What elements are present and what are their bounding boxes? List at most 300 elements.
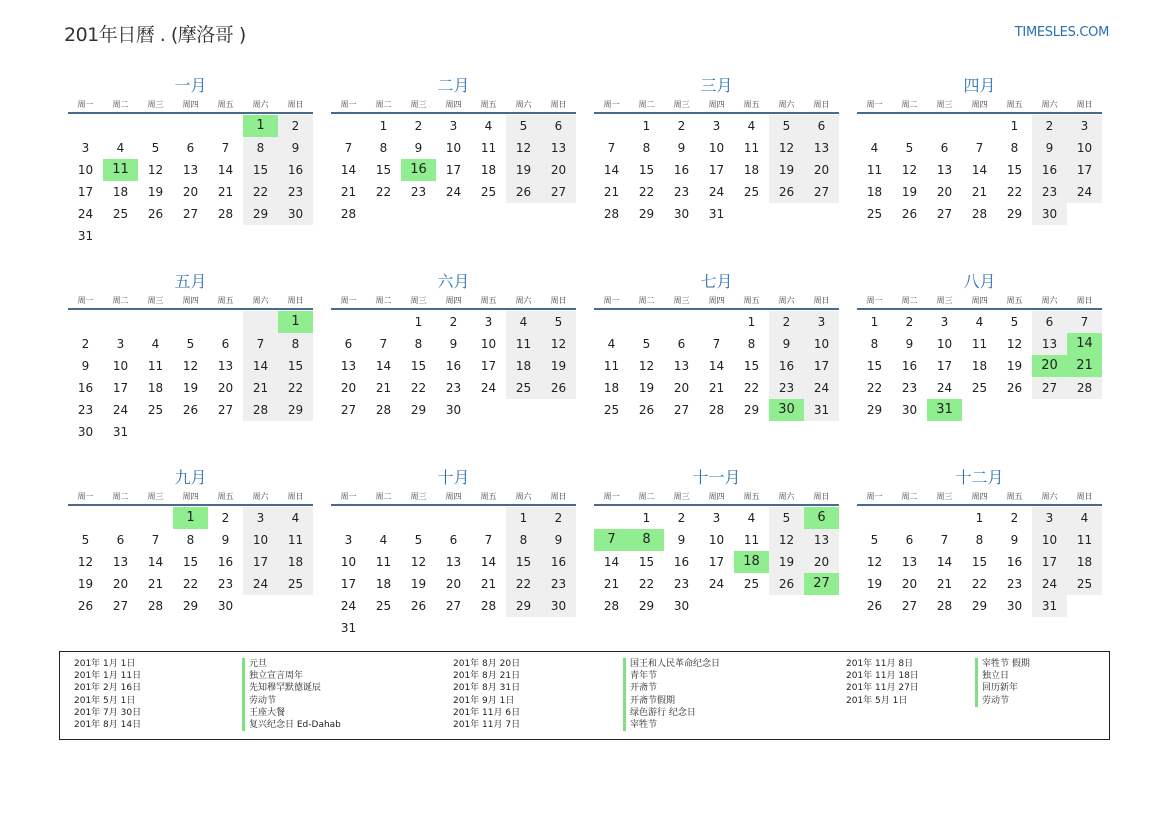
- day-cell: 19: [410, 577, 427, 591]
- weekday-label: 周日: [813, 492, 830, 501]
- page-title: 201年日曆 . (摩洛哥 ): [64, 24, 246, 46]
- empty-day-cell: [208, 115, 243, 137]
- day-cell: 3: [116, 337, 125, 351]
- holiday-name: 劳动节: [975, 695, 1030, 707]
- day-cell: 11: [375, 555, 392, 569]
- month-name: 一月: [174, 76, 207, 95]
- day-cell: 30: [901, 403, 918, 417]
- day-cell: 17: [708, 163, 725, 177]
- weekday-header: [68, 490, 313, 506]
- holiday-date: 201年 8月 20日: [453, 659, 521, 669]
- day-cell: 17: [243, 551, 278, 573]
- weekday-label: 周三: [410, 100, 427, 109]
- holiday-date: 201年 1月 1日: [74, 659, 136, 669]
- holiday-name: 回历新年: [975, 682, 1030, 694]
- day-cell: 20: [340, 381, 357, 395]
- empty-day-cell: [68, 507, 103, 529]
- empty-day-cell: [331, 507, 366, 529]
- day-cell: 7: [975, 141, 984, 155]
- weekday-header: [594, 490, 839, 506]
- day-grid: [857, 311, 1102, 421]
- day-cell: 14: [217, 163, 234, 177]
- day-cell: 9: [449, 337, 458, 351]
- holiday-name: 绿色游行 纪念日: [623, 707, 720, 719]
- day-cell: 18: [603, 381, 620, 395]
- weekday-label: 周日: [287, 492, 304, 501]
- weekday-header: [331, 294, 576, 310]
- day-cell: 30: [1006, 599, 1023, 613]
- day-cell: 14: [603, 555, 620, 569]
- day-cell: 28: [340, 207, 357, 221]
- day-cell: 25: [743, 185, 760, 199]
- day-grid: [594, 115, 839, 225]
- month-name: 十月: [437, 468, 470, 487]
- weekday-label: 周五: [743, 296, 760, 305]
- months-grid: [68, 74, 1103, 662]
- month-name: 八月: [963, 272, 996, 291]
- empty-day-cell: [699, 311, 734, 333]
- day-cell: 27: [936, 207, 953, 221]
- empty-day-cell: [173, 421, 208, 443]
- day-cell: 16: [77, 381, 94, 395]
- weekday-header: [857, 294, 1102, 310]
- month-calendar: [857, 74, 1102, 270]
- day-cell: 16: [541, 551, 576, 573]
- holiday-date: 201年 2月 16日: [74, 683, 142, 694]
- holiday-names-column-2: [623, 658, 720, 731]
- day-cell: 22: [410, 381, 427, 395]
- weekday-label: 周三: [936, 492, 953, 501]
- day-cell: 29: [243, 203, 278, 225]
- holiday-name: 独立日: [975, 670, 1030, 682]
- weekday-label: 周五: [1006, 296, 1023, 305]
- day-cell: 3: [712, 511, 721, 525]
- weekday-label: 周二: [375, 100, 392, 109]
- day-cell: 2: [81, 337, 90, 351]
- day-cell: 15: [638, 555, 655, 569]
- day-cell: 31: [340, 621, 357, 635]
- weekday-label: 周二: [638, 492, 655, 501]
- day-cell: 27: [217, 403, 234, 417]
- empty-day-cell: [699, 595, 734, 617]
- empty-day-cell: [68, 115, 103, 137]
- day-cell: 2: [677, 119, 686, 133]
- weekday-label: 周四: [182, 492, 199, 501]
- empty-day-cell: [436, 617, 471, 639]
- weekday-label: 周六: [252, 100, 269, 109]
- day-cell: 2: [541, 507, 576, 529]
- holiday-day-cell: 14: [1067, 333, 1102, 355]
- day-cell: 28: [375, 403, 392, 417]
- empty-day-cell: [471, 399, 506, 421]
- day-cell: 4: [278, 507, 313, 529]
- day-cell: 27: [340, 403, 357, 417]
- weekday-label: 周五: [1006, 492, 1023, 501]
- day-cell: 3: [940, 315, 949, 329]
- day-cell: 5: [642, 337, 651, 351]
- holiday-day-cell: 31: [927, 399, 962, 421]
- holiday-date: 201年 11月 18日: [846, 671, 919, 682]
- day-cell: 27: [673, 403, 690, 417]
- weekday-label: 周六: [515, 100, 532, 109]
- day-cell: 24: [708, 185, 725, 199]
- day-cell: 1: [642, 511, 651, 525]
- day-cell: 7: [379, 337, 388, 351]
- weekday-label: 周四: [971, 296, 988, 305]
- day-cell: 8: [278, 333, 313, 355]
- weekday-label: 周三: [147, 492, 164, 501]
- day-cell: 21: [340, 185, 357, 199]
- day-cell: 27: [541, 181, 576, 203]
- empty-day-cell: [366, 507, 401, 529]
- day-cell: 11: [743, 533, 760, 547]
- day-cell: 13: [182, 163, 199, 177]
- holiday-date: 201年 7月 30日: [74, 707, 142, 718]
- day-cell: 12: [866, 555, 883, 569]
- day-cell: 8: [186, 533, 195, 547]
- day-cell: 6: [221, 337, 230, 351]
- day-cell: 25: [375, 599, 392, 613]
- day-cell: 29: [182, 599, 199, 613]
- empty-day-cell: [436, 203, 471, 225]
- day-cell: 14: [243, 355, 278, 377]
- day-cell: 29: [743, 403, 760, 417]
- weekday-label: 周一: [340, 492, 357, 501]
- empty-day-cell: [68, 311, 103, 333]
- weekday-label: 周二: [901, 296, 918, 305]
- day-cell: 20: [804, 159, 839, 181]
- month-name: 十二月: [955, 468, 1004, 487]
- day-cell: 16: [673, 163, 690, 177]
- day-cell: 30: [77, 425, 94, 439]
- holiday-date: 201年 5月 1日: [846, 695, 908, 706]
- holiday-date: 201年 8月 31日: [453, 683, 521, 694]
- empty-day-cell: [103, 225, 138, 247]
- day-cell: 17: [480, 359, 497, 373]
- month-name: 三月: [700, 76, 733, 95]
- day-cell: 22: [638, 577, 655, 591]
- weekday-label: 周一: [603, 100, 620, 109]
- day-cell: 15: [410, 359, 427, 373]
- day-cell: 10: [708, 141, 725, 155]
- day-cell: 5: [870, 533, 879, 547]
- day-cell: 24: [480, 381, 497, 395]
- month-calendar: [857, 466, 1102, 662]
- day-cell: 13: [936, 163, 953, 177]
- day-cell: 12: [410, 555, 427, 569]
- empty-day-cell: [734, 595, 769, 617]
- empty-day-cell: [138, 311, 173, 333]
- day-cell: 5: [506, 115, 541, 137]
- empty-day-cell: [103, 311, 138, 333]
- day-cell: 20: [217, 381, 234, 395]
- day-cell: 16: [901, 359, 918, 373]
- day-cell: 5: [151, 141, 160, 155]
- day-cell: 29: [278, 399, 313, 421]
- day-cell: 29: [638, 207, 655, 221]
- brand-logo-text[interactable]: TIMESLES.COM: [1014, 25, 1109, 40]
- day-cell: 18: [506, 355, 541, 377]
- day-cell: 13: [541, 137, 576, 159]
- weekday-label: 周三: [410, 492, 427, 501]
- day-cell: 28: [971, 207, 988, 221]
- weekday-label: 周四: [445, 492, 462, 501]
- weekday-label: 周一: [866, 296, 883, 305]
- month-calendar: [594, 74, 839, 270]
- day-cell: 12: [1006, 337, 1023, 351]
- empty-day-cell: [401, 507, 436, 529]
- day-cell: 22: [375, 185, 392, 199]
- day-cell: 15: [866, 359, 883, 373]
- weekday-label: 周日: [1076, 296, 1093, 305]
- day-cell: 23: [541, 573, 576, 595]
- day-cell: 9: [677, 533, 686, 547]
- day-cell: 6: [940, 141, 949, 155]
- weekday-label: 周六: [252, 492, 269, 501]
- day-cell: 23: [673, 577, 690, 591]
- day-cell: 17: [77, 185, 94, 199]
- day-cell: 5: [1010, 315, 1019, 329]
- day-cell: 26: [769, 181, 804, 203]
- day-cell: 30: [673, 599, 690, 613]
- day-cell: 21: [480, 577, 497, 591]
- empty-day-cell: [331, 115, 366, 137]
- day-cell: 26: [638, 403, 655, 417]
- empty-day-cell: [173, 115, 208, 137]
- day-cell: 20: [936, 185, 953, 199]
- day-cell: 21: [603, 185, 620, 199]
- empty-day-cell: [1067, 399, 1102, 421]
- weekday-label: 周三: [673, 100, 690, 109]
- day-cell: 29: [410, 403, 427, 417]
- day-cell: 18: [480, 163, 497, 177]
- weekday-label: 周四: [445, 100, 462, 109]
- day-cell: 3: [449, 119, 458, 133]
- day-cell: 25: [743, 577, 760, 591]
- empty-day-cell: [804, 203, 839, 225]
- weekday-label: 周五: [217, 100, 234, 109]
- day-grid: [331, 311, 576, 421]
- weekday-label: 周四: [708, 100, 725, 109]
- weekday-label: 周一: [603, 492, 620, 501]
- weekday-label: 周五: [743, 100, 760, 109]
- day-cell: 30: [445, 403, 462, 417]
- day-cell: 25: [866, 207, 883, 221]
- holiday-name: 宰牲节 假期: [975, 658, 1030, 670]
- month-name: 二月: [437, 76, 470, 95]
- day-cell: 29: [638, 599, 655, 613]
- empty-day-cell: [103, 115, 138, 137]
- day-cell: 24: [804, 377, 839, 399]
- day-cell: 12: [769, 137, 804, 159]
- weekday-label: 周日: [287, 100, 304, 109]
- empty-day-cell: [804, 595, 839, 617]
- day-cell: 11: [278, 529, 313, 551]
- holiday-date: 201年 5月 1日: [74, 695, 136, 706]
- day-cell: 22: [1006, 185, 1023, 199]
- empty-day-cell: [857, 115, 892, 137]
- day-cell: 3: [1067, 115, 1102, 137]
- day-cell: 16: [673, 555, 690, 569]
- weekday-label: 周四: [182, 100, 199, 109]
- empty-day-cell: [1032, 399, 1067, 421]
- day-cell: 12: [506, 137, 541, 159]
- day-cell: 27: [445, 599, 462, 613]
- empty-day-cell: [769, 203, 804, 225]
- empty-day-cell: [857, 507, 892, 529]
- weekday-label: 周六: [778, 100, 795, 109]
- day-cell: 9: [541, 529, 576, 551]
- day-cell: 17: [804, 355, 839, 377]
- holiday-name: 先知穆罕默德诞辰: [242, 682, 341, 694]
- empty-day-cell: [927, 507, 962, 529]
- day-cell: 19: [901, 185, 918, 199]
- day-cell: 1: [642, 119, 651, 133]
- day-cell: 6: [186, 141, 195, 155]
- weekday-label: 周二: [901, 100, 918, 109]
- day-cell: 15: [182, 555, 199, 569]
- weekday-label: 周日: [1076, 100, 1093, 109]
- empty-day-cell: [401, 617, 436, 639]
- day-cell: 16: [278, 159, 313, 181]
- day-cell: 8: [747, 337, 756, 351]
- day-cell: 3: [1032, 507, 1067, 529]
- day-cell: 15: [506, 551, 541, 573]
- day-cell: 17: [708, 555, 725, 569]
- day-cell: 31: [804, 399, 839, 421]
- day-cell: 22: [243, 181, 278, 203]
- holiday-day-cell: 1: [173, 507, 208, 529]
- empty-day-cell: [401, 203, 436, 225]
- empty-day-cell: [471, 203, 506, 225]
- empty-day-cell: [243, 421, 278, 443]
- day-cell: 9: [81, 359, 90, 373]
- day-cell: 30: [673, 207, 690, 221]
- holiday-day-cell: 21: [1067, 355, 1102, 377]
- day-cell: 28: [243, 399, 278, 421]
- day-cell: 22: [638, 185, 655, 199]
- day-grid: [594, 311, 839, 421]
- day-cell: 19: [769, 551, 804, 573]
- holiday-day-cell: 16: [401, 159, 436, 181]
- day-cell: 24: [445, 185, 462, 199]
- empty-day-cell: [997, 399, 1032, 421]
- day-cell: 5: [769, 507, 804, 529]
- day-cell: 10: [77, 163, 94, 177]
- empty-day-cell: [541, 617, 576, 639]
- day-cell: 12: [769, 529, 804, 551]
- empty-day-cell: [103, 507, 138, 529]
- day-cell: 6: [1032, 311, 1067, 333]
- day-cell: 12: [147, 163, 164, 177]
- empty-day-cell: [927, 115, 962, 137]
- empty-day-cell: [962, 115, 997, 137]
- weekday-label: 周二: [112, 100, 129, 109]
- weekday-label: 周一: [340, 100, 357, 109]
- empty-day-cell: [594, 115, 629, 137]
- weekday-label: 周一: [77, 296, 94, 305]
- day-cell: 23: [1006, 577, 1023, 591]
- day-cell: 14: [340, 163, 357, 177]
- day-cell: 7: [344, 141, 353, 155]
- day-cell: 20: [673, 381, 690, 395]
- day-cell: 4: [116, 141, 125, 155]
- month-calendar: [331, 74, 576, 270]
- day-cell: 28: [480, 599, 497, 613]
- day-cell: 8: [870, 337, 879, 351]
- month-name: 六月: [437, 272, 470, 291]
- day-cell: 28: [603, 207, 620, 221]
- empty-day-cell: [506, 203, 541, 225]
- day-cell: 22: [278, 377, 313, 399]
- day-cell: 11: [603, 359, 620, 373]
- weekday-label: 周日: [813, 100, 830, 109]
- day-cell: 15: [743, 359, 760, 373]
- day-cell: 29: [1006, 207, 1023, 221]
- day-cell: 25: [480, 185, 497, 199]
- day-cell: 13: [1032, 333, 1067, 355]
- day-cell: 23: [673, 185, 690, 199]
- weekday-label: 周六: [1041, 100, 1058, 109]
- holiday-day-cell: 1: [243, 115, 278, 137]
- holiday-name: 开斋节假期: [623, 695, 720, 707]
- day-cell: 6: [905, 533, 914, 547]
- day-cell: 21: [603, 577, 620, 591]
- day-cell: 30: [278, 203, 313, 225]
- day-cell: 25: [278, 573, 313, 595]
- holiday-name: 开斋节: [623, 682, 720, 694]
- day-cell: 19: [147, 185, 164, 199]
- weekday-label: 周日: [550, 296, 567, 305]
- day-cell: 14: [375, 359, 392, 373]
- weekday-label: 周五: [217, 296, 234, 305]
- weekday-label: 周二: [375, 296, 392, 305]
- holiday-name: 复兴纪念日 Ed-Dahab: [242, 719, 341, 731]
- weekday-label: 周六: [778, 492, 795, 501]
- month-calendar: [331, 466, 576, 662]
- holiday-day-cell: 20: [1032, 355, 1067, 377]
- day-cell: 18: [112, 185, 129, 199]
- day-cell: 24: [1032, 573, 1067, 595]
- day-cell: 12: [901, 163, 918, 177]
- empty-day-cell: [366, 203, 401, 225]
- day-cell: 3: [344, 533, 353, 547]
- day-cell: 9: [221, 533, 230, 547]
- day-cell: 5: [414, 533, 423, 547]
- day-cell: 29: [506, 595, 541, 617]
- empty-day-cell: [243, 225, 278, 247]
- day-cell: 16: [1006, 555, 1023, 569]
- day-cell: 10: [445, 141, 462, 155]
- day-cell: 31: [112, 425, 129, 439]
- day-cell: 26: [866, 599, 883, 613]
- empty-day-cell: [278, 225, 313, 247]
- empty-day-cell: [962, 399, 997, 421]
- day-cell: 26: [410, 599, 427, 613]
- day-grid: [594, 507, 839, 617]
- day-cell: 25: [603, 403, 620, 417]
- month-calendar: [68, 74, 313, 270]
- day-cell: 27: [112, 599, 129, 613]
- empty-day-cell: [541, 203, 576, 225]
- weekday-header: [331, 490, 576, 506]
- day-cell: 21: [936, 577, 953, 591]
- weekday-label: 周日: [287, 296, 304, 305]
- day-cell: 13: [112, 555, 129, 569]
- day-cell: 2: [278, 115, 313, 137]
- day-cell: 28: [603, 599, 620, 613]
- month-name: 九月: [174, 468, 207, 487]
